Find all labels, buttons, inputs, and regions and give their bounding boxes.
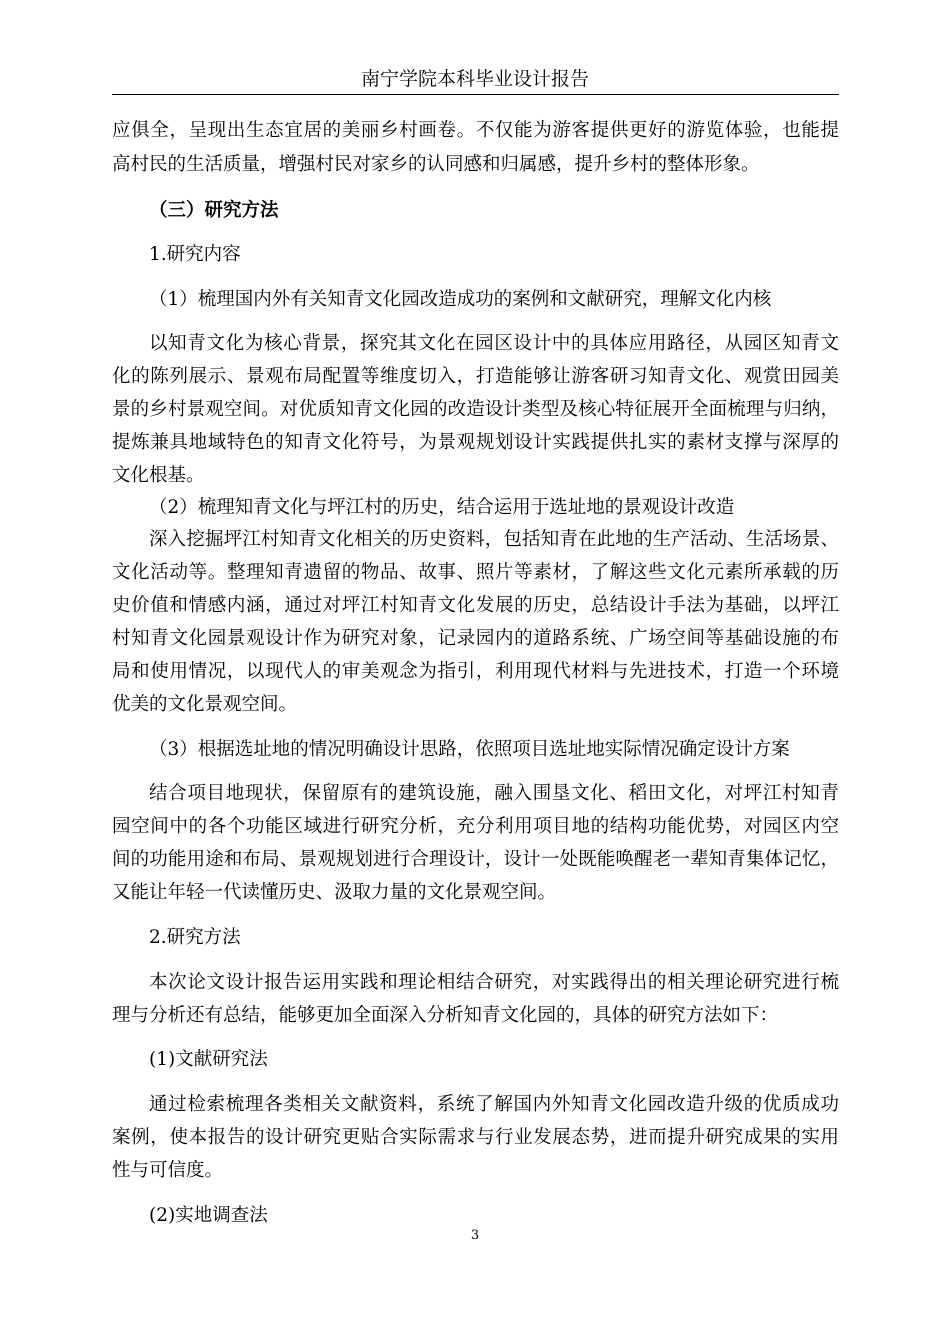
subsection-heading: 2.研究方法 <box>149 927 241 948</box>
body-text-line: 理与分析还有总结，能够更加全面深入分析知青文化园的，具体的研究方法如下： <box>112 1005 779 1026</box>
body-text-line: 本次论文设计报告运用实践和理论相结合研究，对实践得出的相关理论研究进行梳 <box>149 972 839 993</box>
body-text-line: 通过检索梳理各类相关文献资料，系统了解国内外知青文化园改造升级的优质成功 <box>149 1094 839 1115</box>
body-text-line: 高村民的生活质量，增强村民对家乡的认同感和归属感，提升乡村的整体形象。 <box>112 154 760 175</box>
body-text-line: 提炼兼具地域特色的知青文化符号，为景观规划设计实践提供扎实的素材支撑与深厚的 <box>112 432 839 453</box>
body-text-line: 化的陈列展示、景观布局配置等维度切入，打造能够让游客研习知青文化、观赏田园美 <box>112 366 839 387</box>
body-text-line: 园空间中的各个功能区域进行研究分析，充分利用项目地的结构功能优势，对园区内空 <box>112 816 839 837</box>
subsubsection-heading: (2)实地调查法 <box>149 1205 268 1226</box>
page-number: 3 <box>470 1228 480 1243</box>
body-text-line: 案例，使本报告的设计研究更贴合实际需求与行业发展态势，进而提升研究成果的实用 <box>112 1127 839 1148</box>
subsubsection-heading: （3）根据选址地的情况明确设计思路，依照项目选址地实际情况确定设计方案 <box>149 739 790 760</box>
running-header-title: 南宁学院本科毕业设计报告 <box>360 68 589 90</box>
body-text-line: 局和使用情况，以现代人的审美观念为指引，利用现代材料与先进技术，打造一个环境 <box>112 661 839 682</box>
body-text-line: 结合项目地现状，保留原有的建筑设施，融入围垦文化、稻田文化，对坪江村知青 <box>149 783 839 804</box>
subsubsection-heading: (1)文献研究法 <box>149 1049 268 1070</box>
header-divider <box>112 94 839 95</box>
section-heading: （三）研究方法 <box>149 200 279 221</box>
body-text-line: 深入挖掘坪江村知青文化相关的历史资料，包括知青在此地的生产活动、生活场景、 <box>149 529 839 550</box>
body-text-line: 文化根基。 <box>112 465 205 486</box>
body-text-line: 村知青文化园景观设计作为研究对象，记录园内的道路系统、广场空间等基础设施的布 <box>112 628 839 649</box>
subsubsection-heading: （1）梳理国内外有关知青文化园改造成功的案例和文献研究，理解文化内核 <box>149 289 772 310</box>
body-text-line: 间的功能用途和布局、景观规划进行合理设计，设计一处既能唤醒老一辈知青集体记忆， <box>112 849 839 870</box>
body-text-line: 景的乡村景观空间。对优质知青文化园的改造设计类型及核心特征展开全面梳理与归纳， <box>112 399 839 420</box>
body-text-line: 优美的文化景观空间。 <box>112 694 298 715</box>
body-text-line: 文化活动等。整理知青遗留的物品、故事、照片等素材，了解这些文化元素所承载的历 <box>112 562 839 583</box>
body-text-line: 又能让年轻一代读懂历史、汲取力量的文化景观空间。 <box>112 882 557 903</box>
subsection-heading: 1.研究内容 <box>149 244 241 265</box>
body-text-line: 应俱全，呈现出生态宜居的美丽乡村画卷。不仅能为游客提供更好的游览体验，也能提 <box>112 120 839 141</box>
body-text-line: 性与可信度。 <box>112 1160 224 1181</box>
body-text-line: 史价值和情感内涵，通过对坪江村知青文化发展的历史，总结设计手法为基础，以坪江 <box>112 595 839 616</box>
body-text-line: 以知青文化为核心背景，探究其文化在园区设计中的具体应用路径，从园区知青文 <box>149 333 839 354</box>
subsubsection-heading: （2）梳理知青文化与坪江村的历史，结合运用于选址地的景观设计改造 <box>149 497 735 518</box>
